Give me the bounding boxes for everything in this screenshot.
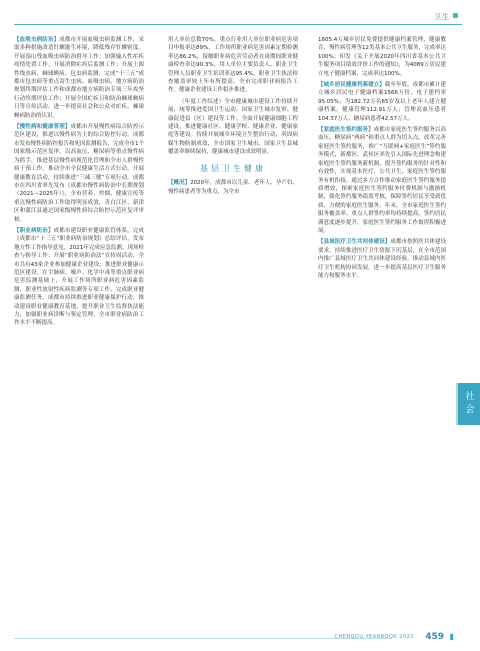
paragraph	[14, 227, 144, 328]
section-heading: 【慢性病和健康管理】	[14, 124, 71, 131]
column-middle	[168, 36, 298, 199]
paragraph	[14, 36, 144, 120]
paragraph-text: 2020年，成都市以儿童、老年人、孕产妇、慢性病患者等为重点，为全市	[168, 180, 298, 195]
paragraph	[318, 81, 446, 123]
paragraph-text: 成都市建设职业健康监管体系，完成《成都市“十三五”职业病防治规划》总结评估，发布地方性工作指导意见。2021年完成应急监测、现场检查与指导工作；开展“职业病防治法”宣传周活动，全市共有43家企业参加健康企业建设；推进职业健康示范区建设。在尘肺病、噪声、化学中毒等重点职业病危害监测基础上，开展工作场所职业病危害因素监测、职业性放射性疾病监测等专项工作，完成职业健康监测任务。成都市持续推进职业健康保护行动，推动建设职业健康教育基地，提升职业卫生监督执法能力，加强职业病诊断与鉴定管理，全市职业病防治工作水平不断提高。	[14, 227, 144, 327]
paragraph	[318, 238, 446, 280]
section-heading: 【职业病防治】	[14, 227, 54, 234]
paragraph	[168, 36, 298, 95]
paragraph-text: （年度工作综述）全市健康城市建设工作持续开展，统筹推进爱国卫生运动、国家卫生城市复审、健康促进县（区）建设等工作。全面开展健康细胞工程建设，推进健康社区、健康学校、健康企业、健康家庭等建设。持续开展城乡环境卫生整治行动，巩固病媒生物防制成效，全市国家卫生城市、国家卫生县城覆盖率继续保持，健康城市建设成效明显。	[168, 98, 298, 156]
paragraph	[318, 126, 446, 235]
paragraph-text: 成都市开展慢性病综合防控示范区建设，推进以慢性病为主的综合防控行动。成都市发布慢性病防控报告和死因监测报告，完成全市1个国家级示范区复审。以高血压、糖尿病等重点慢性病为抓手，推进基层慢性病规范化管理和全市人群慢性病干预工作，推动全市全民健康生活方式行动，开展健康教育活动，持续推进“三减三健”专项行动。成都市在四川省率先发布《成都市慢性病防治中长期规划（2021—2025年）》，全市营养、控烟、健康宣传等重点慢性病防治工作取得明显成效，青白江区、新津区和蒲江县通过国家级慢性病综合防控示范区复评审核。	[14, 124, 145, 223]
section-heading: 【家庭医生签约服务】	[318, 127, 374, 134]
column-right	[318, 36, 446, 283]
paragraph-text: 成都市开展血吸虫病监测工作，采取多种措施改造钉螺滋生环境，降低残存钉螺密度。开展湿山残血吸虫病防治督导工作；加强输入性疟疾疫情处置工作。开展消除疟疾后监测工作；开展土源性线虫病、棘球蚴病、包虫病监测，完成“十三五”成都市包虫病等重点寄生虫病、血吸虫病、地方病防治规划终期评估工作和成都市地方病防治专项三年攻坚行动终期评估工作；开展全国疟疾日和防治棘球蚴病日等宣传活动，进一步提高社会和公众对疟疾、棘球蚴病防治的认识。	[14, 37, 144, 119]
subsection-title: 基层卫生健康	[200, 163, 266, 173]
section-title: 卫生	[434, 13, 450, 21]
section-heading: 【概况】	[168, 180, 191, 187]
paragraph-text: 用人单位总数70%，重点行业用人单位职业病危害项目申报率达89%，工作场所职业病危害因素定期检测率达86.2%，接触职业病危害劳动者在岗期间职业健康检查率达90.3%，用人单位主要负责人、职业卫生管理人员职业卫生培训率达95.4%，职业卫生执法检查覆盖率较上年有所提高。全市完成职业病报告工作。健康企业建设工作稳步推进。	[168, 37, 298, 94]
header-rule	[14, 24, 462, 25]
journal-name: CHENGDU YEARBOOK 2022	[334, 634, 414, 640]
paragraph-text: 成都市家庭医生签约服务以高血压、糖尿病“两病”和重点人群为切入点，改革完善家庭医生签约服务，推广“互联网+家庭医生”签约服务模式，新都区、武侯区率先引入国际先进理念构建家庭医生签约服务新机制，提升签约服务的针对性和有效性，实现基本医疗、公共卫生、家庭医生签约服务有机衔接。通过多方合作推动家庭医生签约服务提质增效，探索家庭医生签约服务付费机制与激励机制，强化签约服务绩效考核，保障签约居民享受到优质、方便的家庭医生服务。年末，全市家庭医生签约服务覆盖率、重点人群签约率均持续提高，签约居民满意度逐步提升，家庭医生签约服务工作取得积极进展。	[318, 127, 446, 234]
page-number: 459	[425, 632, 444, 642]
paragraph	[168, 179, 298, 196]
paragraph	[168, 98, 298, 157]
column-left	[14, 36, 144, 331]
paragraph-text: 成都市按照医共体建设要求，持续推进医疗卫生资源下沉基层，在全市范围内推广县域医疗卫生共同体建设经验，推动县域内医疗卫生机构协同发展，进一步提高基层医疗卫生服务能力和服务水平。	[318, 239, 446, 279]
section-heading: 【血吸虫病防治】	[14, 37, 60, 43]
page-marker-icon: ▮	[449, 632, 454, 641]
paragraph	[318, 36, 446, 78]
section-heading: 【城乡居民健康档案建立】	[318, 82, 385, 89]
paragraph	[14, 123, 144, 224]
paragraph-text: 1605.4万城乡居民免费提供健康档案管理、健康教育、慢性病管理等12类基本公共卫生服务，完成率达100%；印发《关于开展2020年四川省基本公共卫生服务项目绩效评价工作的通知》，为4089万居民建立电子健康档案，完成率达100%。	[318, 37, 447, 77]
page-footer	[14, 633, 462, 643]
section-heading: 【县域医疗卫生共同体建设】	[318, 239, 391, 246]
side-tab-society[interactable]: 社会	[458, 383, 480, 425]
header-marker-icon	[453, 13, 458, 18]
paragraph-text: 截至年底，成都市累计建立城乡居民电子健康档案1566万份，电子建档率95.05%；为182.72万名65岁及以上老年人建立健康档案，健康管理112.91万人；管理高血压患者104.37万人、糖尿病患者42.57万人。	[318, 82, 446, 122]
